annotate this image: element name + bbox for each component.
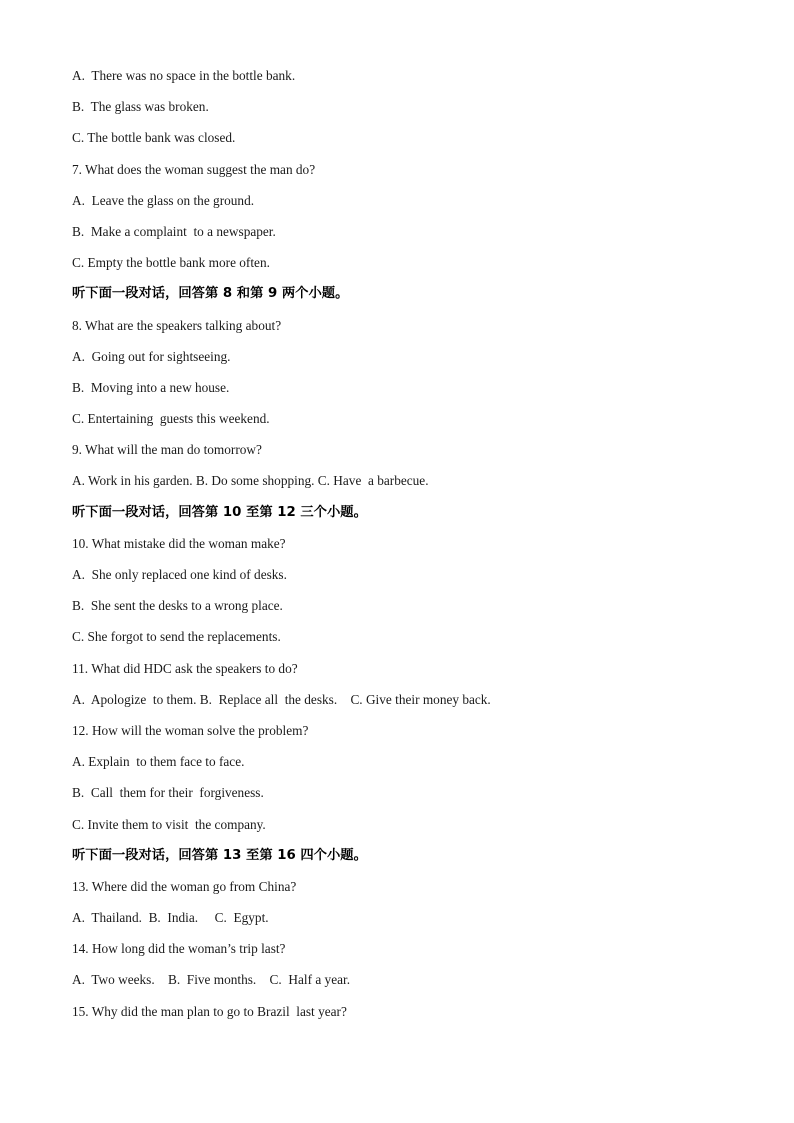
option-10c: C. She forgot to send the replacements.	[72, 629, 281, 645]
option-10b: B. She sent the desks to a wrong place.	[72, 598, 283, 614]
option-12c: C. Invite them to visit the company.	[72, 816, 266, 832]
option-10a: A. She only replaced one kind of desks.	[72, 567, 287, 582]
question-9: 9. What will the man do tomorrow?	[72, 442, 262, 458]
question-12: 12. How will the woman solve the problem?	[72, 722, 309, 738]
options-9: A. Work in his garden. B. Do some shopping. C. Have a barbecue.	[72, 473, 429, 489]
options-11: A. Apologize to them. B. Replace all the desks. C. Give their money back.	[72, 691, 491, 707]
question-10: 10. What mistake did the woman make?	[72, 535, 286, 551]
options-13: A. Thailand. B. India. C. Egypt.	[72, 910, 269, 926]
option-7a: A. Leave the glass on the ground.	[72, 192, 255, 208]
option-7b: B. Make a complaint to a newspaper.	[72, 223, 276, 239]
option-6c: C. The bottle bank was closed.	[72, 130, 236, 146]
option-12a: A. Explain to them face to face.	[72, 754, 245, 770]
question-13: 13. Where did the woman go from China?	[72, 878, 297, 894]
question-8: 8. What are the speakers talking about?	[72, 317, 282, 333]
option-6b: B. The glass was broken.	[72, 99, 209, 115]
section-heading-8-9: 听下面一段对话，回答第 8 和第 9 两个小题。	[72, 286, 349, 302]
document-body	[72, 66, 772, 1033]
option-8a: A. Going out for sightseeing.	[72, 348, 231, 364]
option-7c: C. Empty the bottle bank more often.	[72, 255, 270, 271]
question-11: 11. What did HDC ask the speakers to do?	[72, 660, 298, 676]
options-14: A. Two weeks. B. Five months. C. Half a year.	[72, 972, 351, 988]
question-14: 14. How long did the woman’s trip last?	[72, 941, 286, 957]
section-heading-13-16: 听下面一段对话，回答第 13 至第 16 四个小题。	[72, 847, 367, 863]
question-7: 7. What does the woman suggest the man do?	[72, 161, 316, 177]
question-15: 15. Why did the man plan to go to Brazil last year?	[72, 1003, 347, 1019]
option-12b: B. Call them for their forgiveness.	[72, 785, 264, 801]
option-8b: B. Moving into a new house.	[72, 379, 230, 395]
section-heading-10-12: 听下面一段对话，回答第 10 至第 12 三个小题。	[72, 504, 367, 520]
option-8c: C. Entertaining guests this weekend.	[72, 411, 270, 427]
option-6a: A. There was no space in the bottle bank.	[72, 68, 296, 83]
